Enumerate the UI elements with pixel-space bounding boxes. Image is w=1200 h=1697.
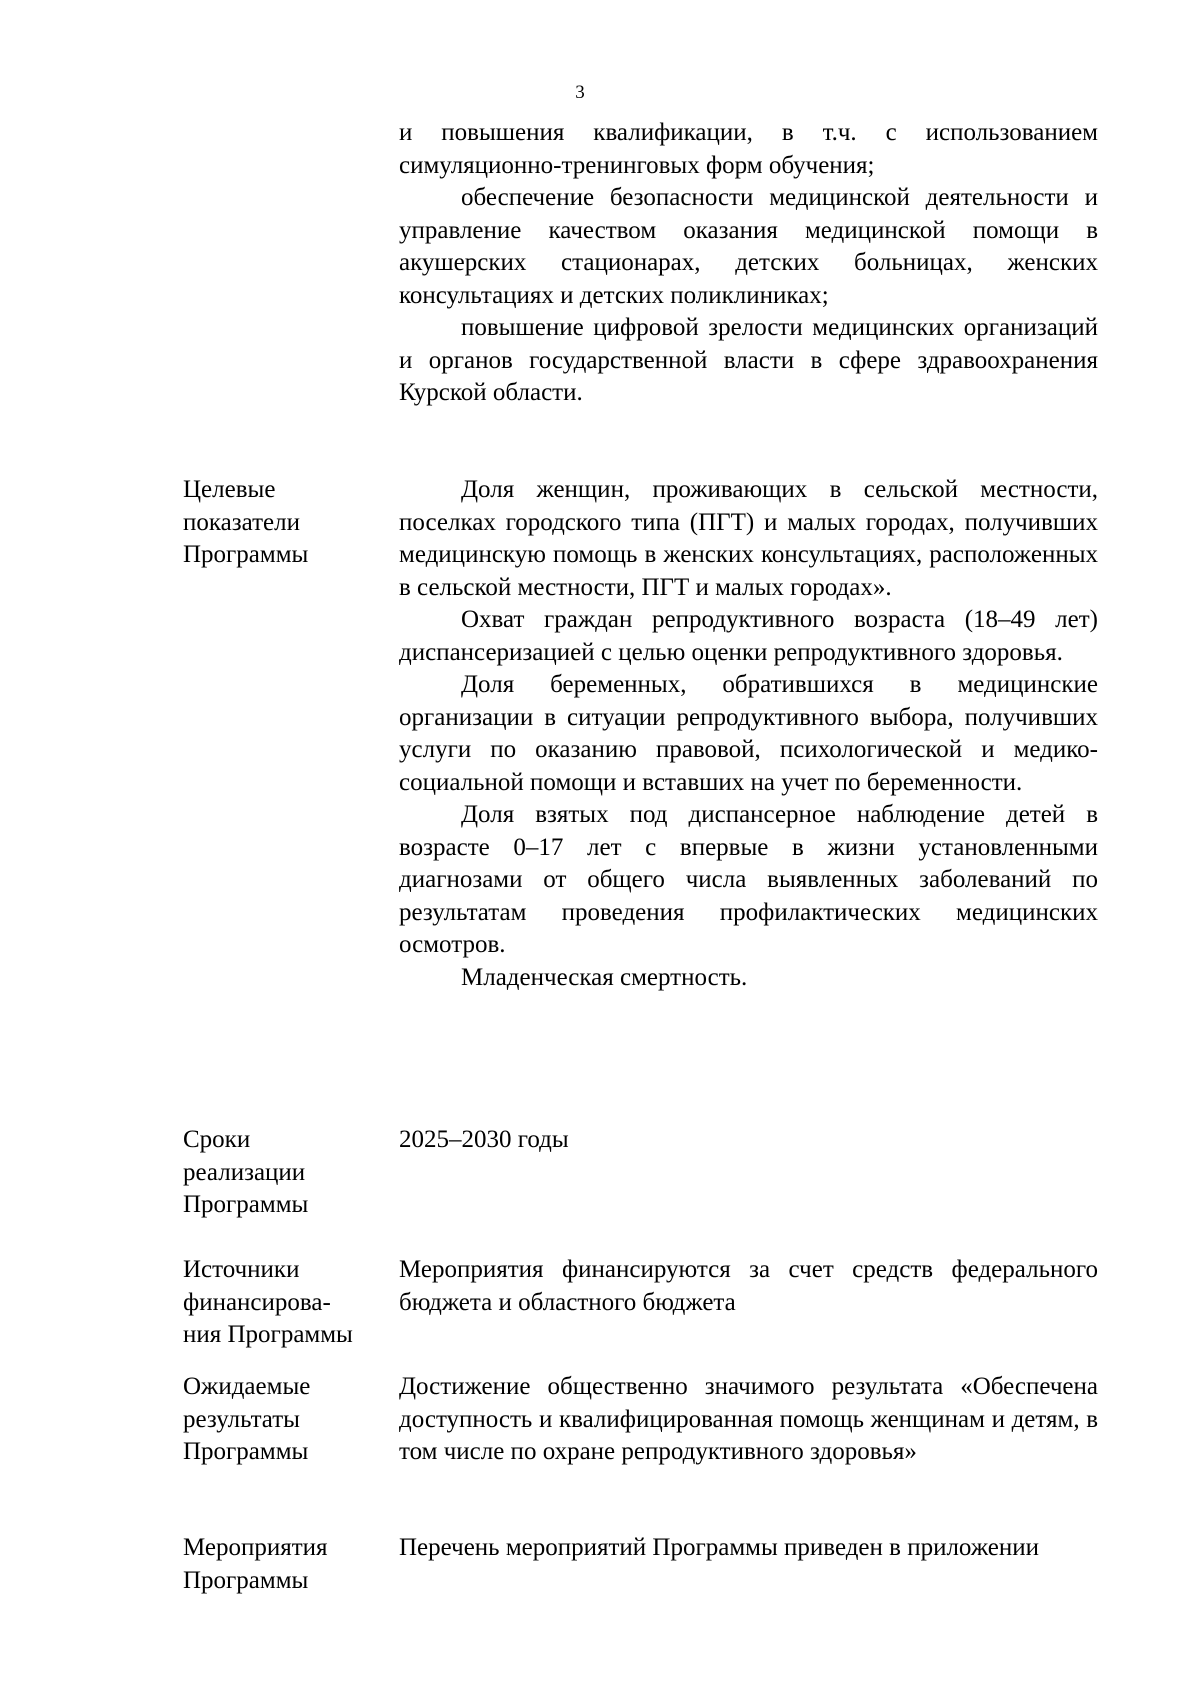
expected-results-content xyxy=(399,1371,1098,1469)
label-line: Источники xyxy=(183,1256,300,1283)
label-line: результаты xyxy=(183,1405,300,1433)
target-indicator: Доля женщин, проживающих в сельской местности, поселках городского типа (ПГТ) и малых городах, получивших медицинскую помощь в женских консультациях, расположенных в сельской местности, ПГТ и малых городах». xyxy=(399,476,1098,601)
period-label xyxy=(183,1124,383,1222)
period-text: 2025–2030 годы xyxy=(399,1126,569,1153)
measures-content xyxy=(399,1532,1098,1565)
label-line: Программы xyxy=(183,1438,309,1465)
label-line: реализации xyxy=(183,1158,306,1186)
label-line: Программы xyxy=(183,1191,309,1218)
label-line: ния Программы xyxy=(183,1321,353,1348)
expected-results-label xyxy=(183,1371,383,1469)
label-line: финансирова- xyxy=(183,1288,331,1316)
label-line: Программы xyxy=(183,541,309,568)
targets-label xyxy=(183,474,383,572)
measures-text: Перечень мероприятий Программы приведен в приложении xyxy=(399,1534,1039,1561)
targets-content xyxy=(399,474,1098,994)
label-line: Программы xyxy=(183,1566,309,1594)
period-content xyxy=(399,1124,1098,1157)
label-line: Целевые xyxy=(183,476,276,503)
target-indicator: Доля взятых под диспансерное наблюдение детей в возрасте 0–17 лет с впервые в жизни установленными диагнозами от общего числа выявленных заболеваний по результатам проведения профилактических медицинских осмотров. xyxy=(399,801,1098,958)
target-indicator: Младенческая смертность. xyxy=(461,963,748,991)
intro-continuation xyxy=(399,117,1098,410)
funding-sources-text: Мероприятия финансируются за счет средств федерального бюджета и областного бюджета xyxy=(399,1256,1098,1316)
funding-sources-label xyxy=(183,1254,383,1352)
measures-label xyxy=(183,1532,383,1597)
intro-paragraph: и повышения квалификации, в т.ч. с использованием симуляционно-тренинговых форм обучения; xyxy=(399,119,1098,179)
label-line: Сроки xyxy=(183,1126,251,1153)
intro-paragraph: повышение цифровой зрелости медицинских организаций и органов государственной власти в сфере здравоохранения Курской области. xyxy=(399,314,1098,406)
page-number: 3 xyxy=(575,82,585,103)
expected-results-text: Достижение общественно значимого результата «Обеспечена доступность и квалифицированная помощь женщинам и детям, в том числе по охране репродуктивного здоровья» xyxy=(399,1373,1098,1465)
funding-sources-content xyxy=(399,1254,1098,1319)
label-line: показатели xyxy=(183,508,300,536)
target-indicator: Охват граждан репродуктивного возраста (18–49 лет) диспансеризацией с целью оценки репродуктивного здоровья. xyxy=(399,606,1098,666)
intro-paragraph: обеспечение безопасности медицинской деятельности и управление качеством оказания медицинской помощи в акушерских стационарах, детских больницах, женских консультациях и детских поликлиниках; xyxy=(399,184,1098,309)
target-indicator: Доля беременных, обратившихся в медицинские организации в ситуации репродуктивного выбора, получивших услуги по оказанию правовой, психологической и медико-социальной помощи и вставших на учет по беременности. xyxy=(399,671,1098,796)
label-line: Мероприятия xyxy=(183,1534,328,1561)
label-line: Ожидаемые xyxy=(183,1373,311,1400)
